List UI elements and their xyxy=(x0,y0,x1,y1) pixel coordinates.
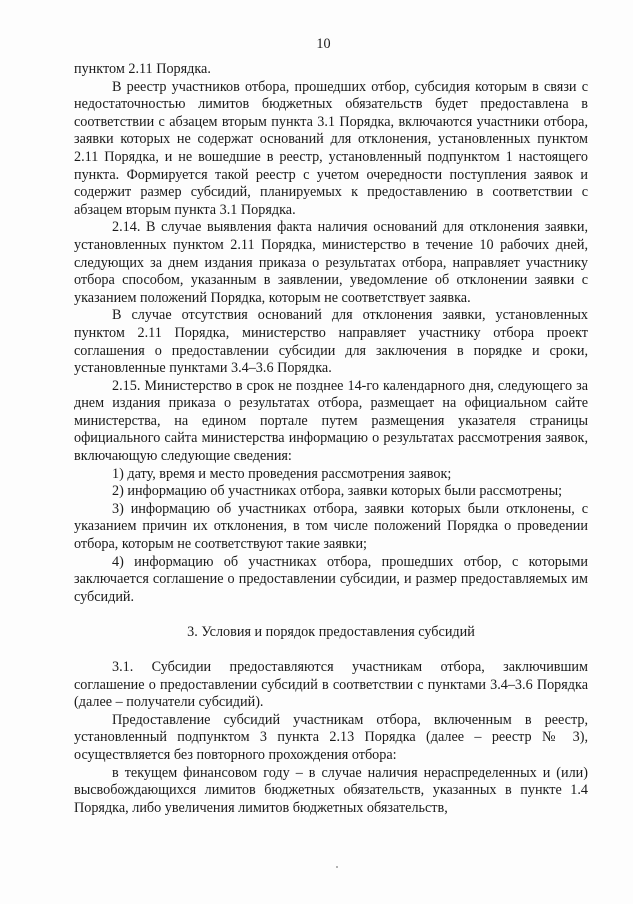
scan-speck xyxy=(336,866,338,868)
list-item-3: 3) информацию об участниках отбора, заявки которых были отклонены, с указанием причин их отклонения, в том числе положений Порядка о проведении отбора, которым не соответствуют такие заявки; xyxy=(74,500,588,553)
paragraph-current-year: в текущем финансовом году – в случае наличия нераспределенных и (или) высвобождающихся лимитов бюджетных обязательств, указанных в пункте 1.4 Порядка, либо увеличения лимитов бюджетных обязательств, xyxy=(74,764,588,816)
paragraph-registry-shortfall: В реестр участников отбора, прошедших отбор, субсидия которым в связи с недостаточностью лимитов бюджетных обязательств будет предоставлена в соответствии с абзацем вторым пункта 3.1 Порядка, включаются участники отбора, заявки которых не содержат оснований для отклонения, установленных пунктом 2.11 Порядка, и не вошедшие в реестр, установленный подпунктом 1 настоящего пункта. Формируется такой реестр с учетом очередности поступления заявок и содержит размер субсидий, планируемых к предоставлению в соответствии с абзацем вторым пункта 3.1 Порядка. xyxy=(74,78,588,218)
list-item-1: 1) дату, время и место проведения рассмотрения заявок; xyxy=(112,465,452,482)
paragraph-continuation: пунктом 2.11 Порядка. xyxy=(74,61,211,77)
paragraph-no-rejection: В случае отсутствия оснований для отклонения заявки, установленных пунктом 2.11 Порядка, министерство направляет участнику отбора проект соглашения о предоставлении субсидии для заключения в порядке и сроки, установленные пунктами 3.4–3.6 Порядка. xyxy=(74,307,588,377)
page-number: 10 xyxy=(316,36,331,52)
list-item-4: 4) информацию об участниках отбора, прошедших отбор, с которыми заключается соглашение о предоставлении субсидии, и размер предоставляемых им субсидий. xyxy=(74,553,588,605)
paragraph-2-15: 2.15. Министерство в срок не позднее 14-го календарного дня, следующего за днем издания приказа о результатах отбора, размещает на официальном сайте министерства, на едином портале путем размещения указателя страницы официального сайта министерства информацию о результатах рассмотрения заявок, включающую следующие сведения: xyxy=(74,377,588,465)
paragraph-registry-3: Предоставление субсидий участникам отбора, включенным в реестр, установленный подпунктом 3 пункта 2.13 Порядка (далее – реестр № 3), осуществляется без повторного прохождения отбора: xyxy=(74,711,588,763)
list-item-2: 2) информацию об участниках отбора, заявки которых были рассмотрены; xyxy=(112,483,563,500)
paragraph-3-1: 3.1. Субсидии предоставляются участникам отбора, заключившим соглашение о предоставлении субсидий в соответствии с пунктами 3.4–3.6 Порядка (далее – получатели субсидий). xyxy=(74,659,588,711)
section-heading: 3. Условия и порядок предоставления субсидий xyxy=(187,624,475,641)
paragraph-2-14: 2.14. В случае выявления факта наличия оснований для отклонения заявки, установленных пунктом 2.11 Порядка, министерство в течение 10 рабочих дней, следующих за днем издания приказа о результатах отбора, направляет участнику отбора способом, указанным в заявлении, уведомление об отклонении заявки с указанием положений Порядка, которым не соответствует заявка. xyxy=(74,219,588,306)
document-body xyxy=(74,61,588,817)
